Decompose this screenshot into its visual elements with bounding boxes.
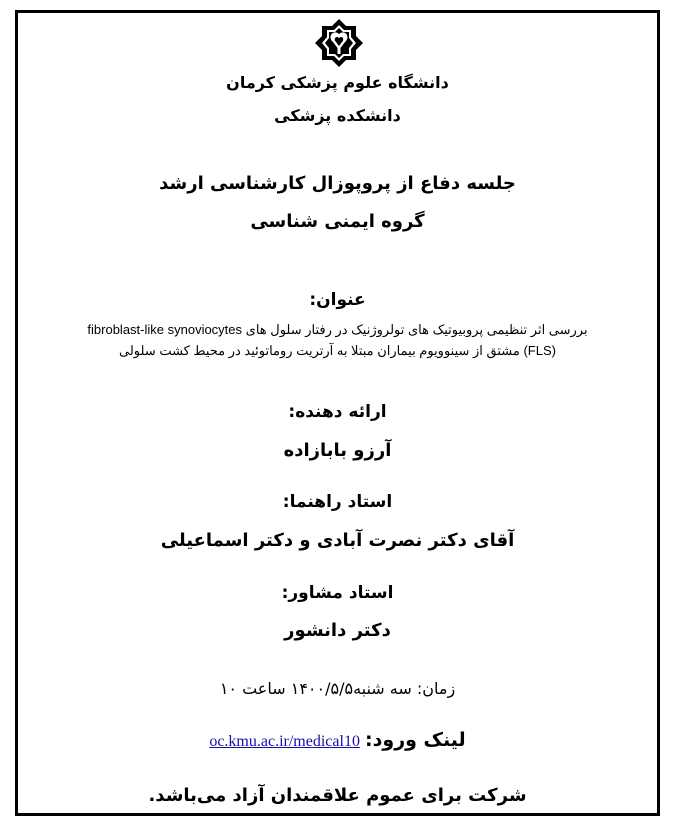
- attendance-note: شرکت برای عموم علاقمندان آزاد می‌باشد.: [148, 785, 527, 806]
- entry-link[interactable]: oc.kmu.ac.ir/medical10: [209, 733, 360, 750]
- session-title: جلسه دفاع از پروپوزال کارشناسی ارشد: [159, 173, 516, 194]
- thesis-title-line-2: (FLS) مشتق از سینوویوم بیماران مبتلا به آرتریت روماتوئید در محیط کشت سلولی: [119, 343, 556, 358]
- supervisor-label: استاد راهنما:: [282, 492, 393, 512]
- supervisor-names: آقای دکتر نصرت آبادی و دکتر اسماعیلی: [160, 530, 515, 551]
- presenter-label: ارائه دهنده:: [288, 402, 387, 422]
- university-logo-icon: [313, 17, 365, 69]
- thesis-title-label: عنوان:: [309, 290, 366, 310]
- department-name: گروه ایمنی شناسی: [250, 211, 425, 232]
- university-name: دانشگاه علوم پزشکی کرمان: [226, 73, 449, 92]
- entry-link-row: [20, 729, 655, 751]
- advisor-label: استاد مشاور:: [281, 583, 394, 603]
- entry-link-label: لینک ورود:: [365, 729, 466, 751]
- faculty-name: دانشکده پزشکی: [274, 106, 401, 125]
- advisor-name: دکتر دانشور: [284, 620, 391, 641]
- presenter-name: آرزو بابازاده: [283, 440, 392, 461]
- thesis-title-line-1: بررسی اثر تنظیمی پروبیوتیک های تولروژنیک در رفتار سلول های fibroblast-like synoviocytes: [87, 322, 588, 337]
- session-time: زمان: سه شنبه۱۴۰۰/۵/۵ ساعت ۱۰: [219, 679, 456, 698]
